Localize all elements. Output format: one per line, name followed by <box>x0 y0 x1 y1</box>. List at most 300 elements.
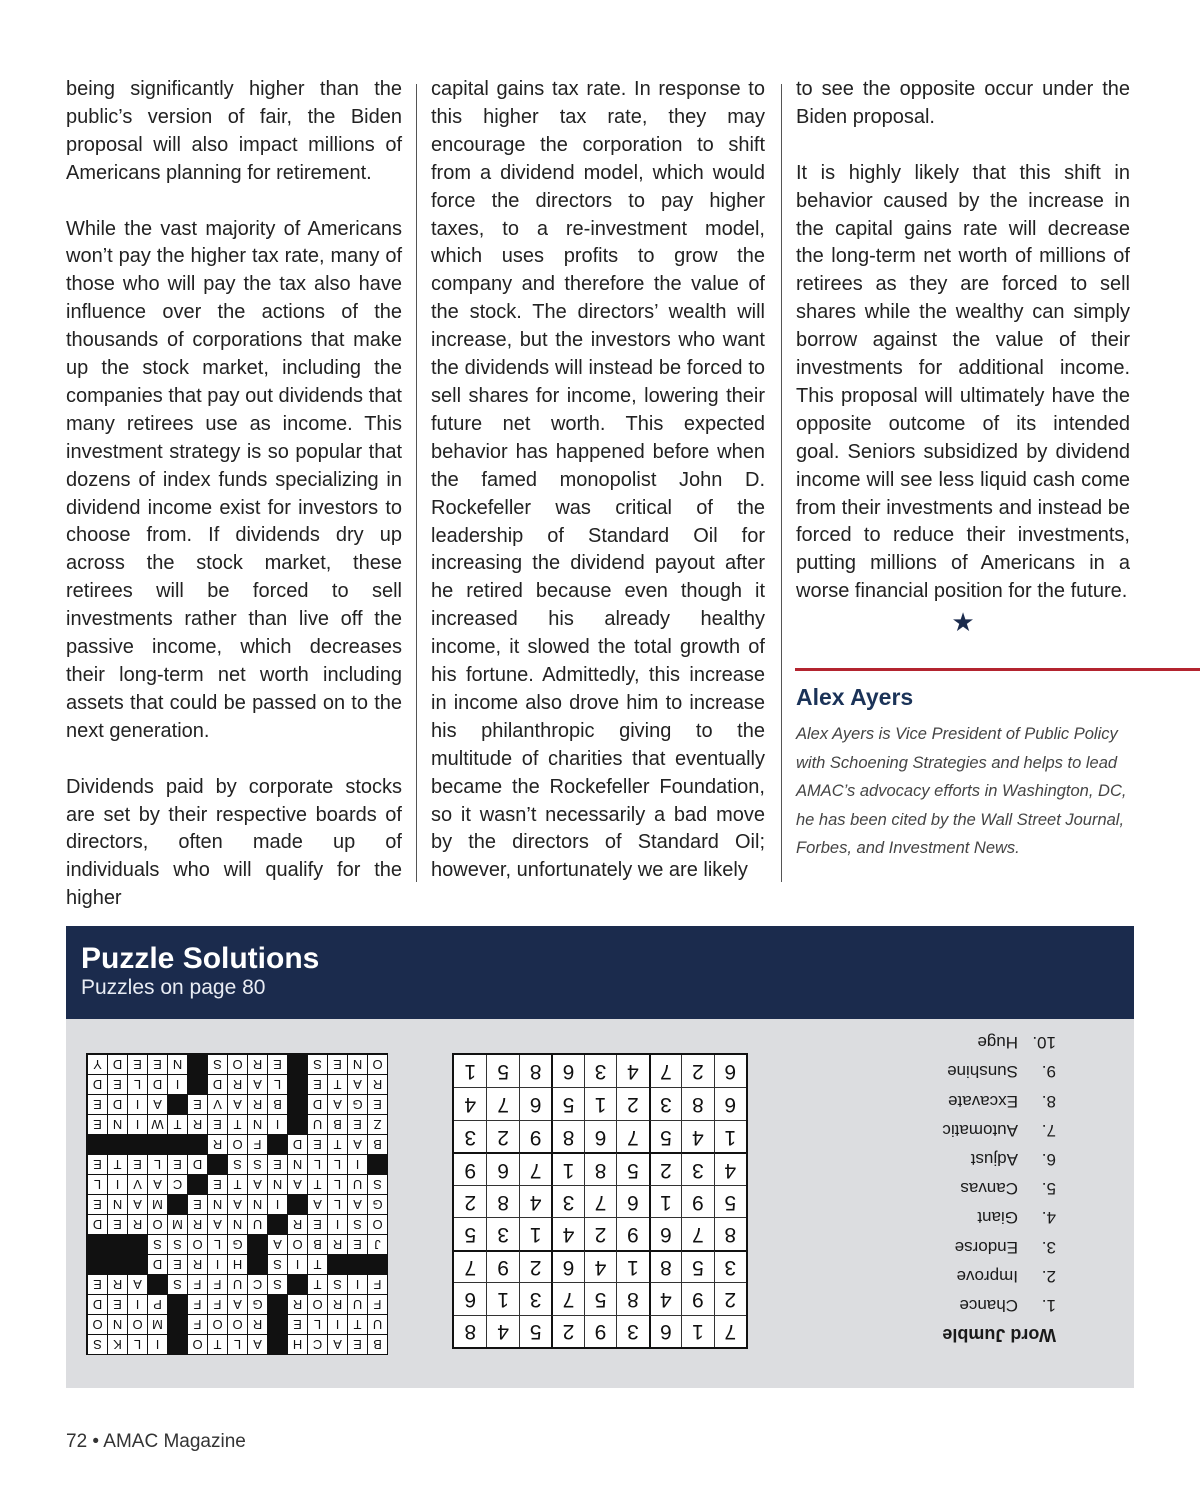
crossword-cell: L <box>227 1334 247 1354</box>
crossword-cell: N <box>107 1194 127 1214</box>
sudoku-cell: 3 <box>584 1055 616 1087</box>
crossword-cell: F <box>247 1134 267 1154</box>
sudoku-cell: 4 <box>649 1282 681 1314</box>
crossword-cell: O <box>227 1134 247 1154</box>
sudoku-cell: 6 <box>454 1282 486 1314</box>
word-jumble-word: Automatic <box>942 1120 1018 1140</box>
crossword-black-cell <box>267 1334 287 1354</box>
crossword-cell: D <box>187 1154 207 1174</box>
crossword-cell: R <box>107 1274 127 1294</box>
sudoku-cell: 4 <box>454 1087 486 1119</box>
crossword-cell: T <box>107 1154 127 1174</box>
crossword-black-cell <box>287 1094 307 1114</box>
page-footer: 72 • AMAC Magazine <box>66 1431 246 1452</box>
crossword-cell: E <box>87 1114 107 1134</box>
sudoku-cell: 3 <box>681 1152 713 1184</box>
crossword-cell: D <box>87 1074 107 1094</box>
sudoku-cell: 2 <box>649 1152 681 1184</box>
crossword-cell: I <box>107 1174 127 1194</box>
crossword-cell: F <box>187 1294 207 1314</box>
sudoku-cell: 4 <box>551 1217 583 1249</box>
word-jumble-word: Adjust <box>970 1149 1018 1169</box>
crossword-cell: N <box>107 1114 127 1134</box>
word-jumble-number: 1. <box>1041 1296 1056 1315</box>
word-jumble-number: 4. <box>1041 1208 1056 1228</box>
sudoku-cell: 8 <box>519 1055 551 1087</box>
sudoku-cell: 8 <box>649 1250 681 1282</box>
crossword-cell: D <box>87 1294 107 1314</box>
sudoku-cell: 1 <box>584 1087 616 1119</box>
crossword-cell: S <box>267 1274 287 1294</box>
crossword-cell: R <box>287 1214 307 1234</box>
crossword-black-cell <box>247 1234 267 1254</box>
crossword-cell: L <box>327 1194 347 1214</box>
crossword-cell: A <box>347 1194 367 1214</box>
crossword-black-cell <box>147 1134 167 1154</box>
crossword-black-cell <box>347 1254 367 1274</box>
crossword-black-cell <box>167 1294 187 1314</box>
crossword-cell: E <box>287 1314 307 1334</box>
puzzle-solutions-panel <box>66 926 1134 1388</box>
crossword-cell: A <box>327 1094 347 1114</box>
crossword-black-cell <box>287 1114 307 1134</box>
sudoku-cell: 7 <box>551 1282 583 1314</box>
crossword-cell: I <box>327 1214 347 1234</box>
sudoku-cell: 4 <box>616 1055 648 1087</box>
sudoku-cell: 3 <box>519 1282 551 1314</box>
crossword-cell: T <box>307 1274 327 1294</box>
word-jumble-word: Canvas <box>960 1179 1018 1199</box>
crossword-black-cell <box>167 1314 187 1334</box>
crossword-cell: E <box>207 1114 227 1134</box>
sudoku-cell: 7 <box>486 1087 518 1119</box>
sudoku-cell: 6 <box>519 1087 551 1119</box>
crossword-cell: E <box>87 1154 107 1174</box>
article-paragraph: It is highly likely that this shift in behavior caused by the increase in the capital gains rate will decrease the long-term net worth of millions of retirees as they are forced to sell shares while the wealthy can simply borrow against the value of their investments for additional income. This proposal will ultimately have the opposite outcome of its intended goal. Seniors subsidized by dividend income will see less liquid cash come from their investments and instead be forced to reduce their investments, putting millions of Americans in a worse financial position for the future. <box>796 161 1130 603</box>
crossword-cell: I <box>347 1274 367 1294</box>
crossword-cell: E <box>327 1054 347 1074</box>
sudoku-cell: 8 <box>584 1152 616 1184</box>
sudoku-cell: 7 <box>519 1152 551 1184</box>
sudoku-cell: 8 <box>681 1087 713 1119</box>
crossword-cell: D <box>87 1214 107 1234</box>
crossword-cell: S <box>267 1254 287 1274</box>
sudoku-cell: 6 <box>551 1250 583 1282</box>
article-column-1 <box>66 76 402 913</box>
crossword-cell: E <box>87 1274 107 1294</box>
crossword-cell: H <box>287 1334 307 1354</box>
sudoku-cell: 9 <box>454 1152 486 1184</box>
crossword-black-cell <box>187 1174 207 1194</box>
sudoku-cell: 3 <box>616 1315 648 1347</box>
crossword-cell: I <box>267 1114 287 1134</box>
sudoku-cell: 4 <box>519 1185 551 1217</box>
crossword-cell: I <box>327 1314 347 1334</box>
sudoku-cell: 2 <box>519 1250 551 1282</box>
crossword-black-cell <box>87 1134 107 1154</box>
crossword-cell: M <box>167 1214 187 1234</box>
author-bio: Alex Ayers is Vice President of Public Policy with Schoening Strategies and helps to lead AMAC’s advocacy efforts in Washington, DC, he has been cited by the Wall Street Journal, Forbes, and Investment News. <box>796 725 1127 857</box>
crossword-black-cell <box>127 1234 147 1254</box>
crossword-cell: B <box>367 1334 387 1354</box>
crossword-black-cell <box>287 1274 307 1294</box>
crossword-cell: U <box>347 1174 367 1194</box>
crossword-cell: B <box>307 1234 327 1254</box>
article-paragraph: While the vast majority of Americans won’t pay the higher tax rate, many of those who will pay the tax also have influence over the actions of the thousands of corporations that make up the stock market, including the companies that pay out dividends that many retirees use as income. This investment strategy is so popular that dozens of index funds specializing in dividend income exist for investors to choose from. If dividends dry up across the stock market, these retirees will be forced to sell investments rather than live off the passive income, which decreases their long-term net worth including assets that could be passed on to the next generation. <box>66 217 402 742</box>
crossword-black-cell <box>207 1154 227 1174</box>
crossword-cell: R <box>227 1074 247 1094</box>
crossword-cell: U <box>227 1274 247 1294</box>
crossword-cell: A <box>247 1334 267 1354</box>
crossword-cell: G <box>227 1234 247 1254</box>
crossword-cell: E <box>347 1234 367 1254</box>
sudoku-cell: 8 <box>486 1185 518 1217</box>
crossword-cell: L <box>327 1154 347 1174</box>
crossword-cell: A <box>347 1134 367 1154</box>
crossword-black-cell <box>287 1074 307 1094</box>
crossword-cell: A <box>227 1294 247 1314</box>
crossword-cell: T <box>347 1314 367 1334</box>
crossword-cell: S <box>227 1154 247 1174</box>
crossword-cell: F <box>207 1294 227 1314</box>
sudoku-cell: 1 <box>464 1060 477 1084</box>
crossword-cell: E <box>307 1134 327 1154</box>
crossword-cell: L <box>327 1174 347 1194</box>
sudoku-cell: 5 <box>616 1152 648 1184</box>
crossword-black-cell <box>127 1254 147 1274</box>
crossword-cell: S <box>167 1234 187 1254</box>
word-jumble-number: 3. <box>1041 1237 1056 1257</box>
crossword-solution <box>86 1053 388 1355</box>
sudoku-cell: 5 <box>714 1185 746 1217</box>
crossword-black-cell <box>187 1074 207 1094</box>
crossword-cell: I <box>347 1154 367 1174</box>
crossword-cell: A <box>227 1194 247 1214</box>
crossword-cell: N <box>167 1054 187 1074</box>
crossword-cell: T <box>327 1074 347 1094</box>
sudoku-cell: 1 <box>616 1250 648 1282</box>
sudoku-cell: 5 <box>519 1315 551 1347</box>
crossword-cell: W <box>147 1114 167 1134</box>
sudoku-cell: 9 <box>681 1185 713 1217</box>
crossword-cell: O <box>287 1234 307 1254</box>
crossword-cell: T <box>227 1174 247 1194</box>
crossword-cell: U <box>347 1294 367 1314</box>
crossword-cell: E <box>167 1254 187 1274</box>
crossword-cell: L <box>307 1154 327 1174</box>
sudoku-cell: 1 <box>551 1152 583 1184</box>
sudoku-cell: 3 <box>454 1120 486 1152</box>
crossword-cell: E <box>207 1174 227 1194</box>
crossword-cell: D <box>287 1134 307 1154</box>
end-star-icon: ★ <box>951 607 975 638</box>
column-divider-1 <box>416 84 417 882</box>
word-jumble-item <box>876 1028 1056 1057</box>
crossword-cell: O <box>227 1054 247 1074</box>
crossword-cell: T <box>307 1174 327 1194</box>
crossword-cell: L <box>307 1314 327 1334</box>
sudoku-cell: 7 <box>681 1217 713 1249</box>
sudoku-cell: 9 <box>519 1120 551 1152</box>
crossword-black-cell <box>367 1154 387 1174</box>
sudoku-cell: 5 <box>486 1055 518 1087</box>
word-jumble-word: Sunshine <box>947 1062 1018 1082</box>
sudoku-cell: 1 <box>681 1315 713 1347</box>
crossword-black-cell <box>247 1254 267 1274</box>
crossword-cell: F <box>367 1274 387 1294</box>
crossword-cell: R <box>327 1234 347 1254</box>
crossword-cell: L <box>207 1234 227 1254</box>
crossword-cell: C <box>307 1334 327 1354</box>
word-jumble-item <box>876 1291 1056 1320</box>
crossword-cell: E <box>367 1094 387 1114</box>
crossword-cell: S <box>87 1334 107 1354</box>
crossword-cell: U <box>247 1214 267 1234</box>
crossword-cell: A <box>267 1234 287 1254</box>
sudoku-cell: 5 <box>681 1250 713 1282</box>
word-jumble-title: Word Jumble <box>942 1325 1056 1345</box>
crossword-cell: S <box>147 1234 167 1254</box>
puzzle-subtitle: Puzzles on page 80 <box>81 976 266 999</box>
crossword-cell: N <box>287 1154 307 1174</box>
crossword-cell: L <box>87 1174 107 1194</box>
sudoku-cell: 7 <box>584 1185 616 1217</box>
crossword-cell: S <box>167 1274 187 1294</box>
crossword-cell: I <box>287 1254 307 1274</box>
crossword-cell: A <box>127 1274 147 1294</box>
crossword-cell: D <box>147 1074 167 1094</box>
crossword-black-cell <box>367 1254 387 1274</box>
crossword-cell: E <box>347 1114 367 1134</box>
crossword-cell: A <box>247 1074 267 1094</box>
crossword-cell: E <box>187 1094 207 1114</box>
crossword-black-cell <box>327 1254 347 1274</box>
crossword-cell: E <box>267 1154 287 1174</box>
sudoku-cell: 2 <box>486 1120 518 1152</box>
sudoku-cell: 6 <box>714 1055 746 1087</box>
sudoku-cell: 6 <box>714 1087 746 1119</box>
crossword-cell: A <box>347 1074 367 1094</box>
word-jumble-word: Endorse <box>954 1237 1018 1257</box>
sudoku-cell: 7 <box>616 1120 648 1152</box>
crossword-cell: R <box>127 1214 147 1234</box>
crossword-cell: M <box>147 1314 167 1334</box>
crossword-cell: I <box>167 1074 187 1094</box>
crossword-cell: E <box>127 1154 147 1174</box>
crossword-cell: J <box>367 1234 387 1254</box>
crossword-cell: E <box>307 1074 327 1094</box>
crossword-cell: R <box>327 1294 347 1314</box>
crossword-cell: G <box>367 1194 387 1214</box>
crossword-black-cell <box>187 1134 207 1154</box>
article-column-3 <box>796 76 1130 636</box>
crossword-cell: O <box>187 1334 207 1354</box>
crossword-cell: A <box>287 1174 307 1194</box>
crossword-black-cell <box>267 1134 287 1154</box>
sudoku-cell: 3 <box>551 1185 583 1217</box>
sudoku-cell: 2 <box>551 1315 583 1347</box>
crossword-cell: O <box>367 1214 387 1234</box>
crossword-cell: S <box>307 1054 327 1074</box>
word-jumble-number: 9. <box>1041 1062 1056 1082</box>
crossword-cell: L <box>267 1074 287 1094</box>
crossword-cell: R <box>367 1074 387 1094</box>
crossword-cell: O <box>207 1314 227 1334</box>
word-jumble-item <box>876 1116 1056 1145</box>
crossword-cell: T <box>207 1334 227 1354</box>
author-divider <box>795 668 1200 671</box>
crossword-cell: A <box>327 1334 347 1354</box>
sudoku-cell: 8 <box>454 1315 486 1347</box>
word-jumble-word: Excavate <box>948 1091 1018 1111</box>
crossword-cell: F <box>187 1274 207 1294</box>
crossword-cell: S <box>347 1214 367 1234</box>
crossword-black-cell <box>107 1254 127 1274</box>
crossword-cell: A <box>147 1174 167 1194</box>
sudoku-cell: 7 <box>714 1315 746 1347</box>
crossword-cell: E <box>107 1214 127 1234</box>
crossword-cell: C <box>167 1174 187 1194</box>
crossword-black-cell <box>127 1134 147 1154</box>
crossword-cell: O <box>227 1314 247 1334</box>
crossword-black-cell <box>267 1314 287 1334</box>
word-jumble-word: Giant <box>977 1208 1018 1228</box>
article-paragraph: being significantly higher than the public’s version of fair, the Biden proposal will also impact millions of Americans planning for retirement. <box>66 78 402 184</box>
crossword-black-cell <box>267 1294 287 1314</box>
crossword-cell: I <box>127 1114 147 1134</box>
crossword-cell: D <box>307 1094 327 1114</box>
sudoku-cell: 1 <box>519 1217 551 1249</box>
crossword-cell: L <box>147 1154 167 1174</box>
sudoku-cell: 4 <box>714 1152 746 1184</box>
sudoku-cell: 7 <box>649 1055 681 1087</box>
crossword-cell: A <box>127 1194 147 1214</box>
sudoku-cell: 8 <box>616 1282 648 1314</box>
sudoku-cell: 6 <box>584 1120 616 1152</box>
article-paragraph: Dividends paid by corporate stocks are set by their respective boards of directors, often made up of individuals who will qualify for the higher <box>66 775 402 910</box>
crossword-cell: E <box>107 1074 127 1094</box>
word-jumble-item <box>876 1086 1056 1115</box>
crossword-cell: A <box>147 1094 167 1114</box>
crossword-cell: T <box>327 1134 347 1154</box>
sudoku-cell: 5 <box>584 1282 616 1314</box>
author-name: Alex Ayers <box>796 684 914 710</box>
crossword-black-cell <box>267 1214 287 1234</box>
crossword-cell: U <box>367 1314 387 1334</box>
word-jumble-solution <box>876 1033 1056 1350</box>
crossword-cell: L <box>127 1074 147 1094</box>
crossword-cell: E <box>147 1054 167 1074</box>
sudoku-cell: 8 <box>551 1120 583 1152</box>
crossword-cell: E <box>87 1194 107 1214</box>
article-paragraph: capital gains tax rate. In response to this higher tax rate, they may encourage the corporation to shift from a dividend model, which would force the directors to pay higher taxes, to a re-investment model, which uses profits to grow the company and therefore the value of the stock. The directors’ wealth will increase, but the investors who want the dividends will instead be forced to sell shares for income, lowering their future net worth. This expected behavior has happened before when the famed monopolist John D. Rockefeller was critical of the leadership of Standard Oil for increasing the dividend payout after he retired because even though it increased his already healthy income, it slowed the total growth of his fortune. Admittedly, this increase in income also drove him to increase his philanthropic giving to the multitude of charities that eventually became the Rockefeller Foundation, so it wasn’t necessarily a bad move by the directors of Standard Oil; however, unfortunately we are likely <box>431 78 765 882</box>
crossword-black-cell <box>107 1234 127 1254</box>
crossword-cell: I <box>267 1194 287 1214</box>
sudoku-cell: 6 <box>486 1152 518 1184</box>
crossword-cell: A <box>227 1094 247 1114</box>
crossword-cell: C <box>247 1274 267 1294</box>
word-jumble-word: Chance <box>959 1296 1018 1315</box>
crossword-cell: N <box>207 1194 227 1214</box>
puzzle-header <box>66 926 1134 1019</box>
sudoku-solution <box>452 1053 748 1349</box>
crossword-cell: D <box>207 1074 227 1094</box>
word-jumble-number: 2. <box>1041 1266 1056 1286</box>
crossword-cell: O <box>147 1214 167 1234</box>
crossword-cell: V <box>207 1094 227 1114</box>
crossword-cell: F <box>207 1274 227 1294</box>
crossword-cell: D <box>107 1094 127 1114</box>
crossword-cell: K <box>107 1334 127 1354</box>
sudoku-cell: 9 <box>584 1315 616 1347</box>
crossword-black-cell <box>87 1234 107 1254</box>
crossword-cell: E <box>167 1154 187 1174</box>
crossword-cell: O <box>307 1294 327 1314</box>
sudoku-cell: 2 <box>616 1087 648 1119</box>
crossword-cell: D <box>107 1054 127 1074</box>
crossword-cell: N <box>247 1194 267 1214</box>
sudoku-cell: 5 <box>454 1217 486 1249</box>
sudoku-cell: 9 <box>616 1217 648 1249</box>
sudoku-cell: 6 <box>616 1185 648 1217</box>
sudoku-cell: 8 <box>714 1217 746 1249</box>
crossword-cell: I <box>127 1094 147 1114</box>
crossword-cell: R <box>247 1094 267 1114</box>
crossword-cell: R <box>247 1054 267 1074</box>
crossword-black-cell <box>107 1134 127 1154</box>
sudoku-cell: 6 <box>551 1055 583 1087</box>
sudoku-cell: 3 <box>714 1250 746 1282</box>
sudoku-cell: 5 <box>649 1120 681 1152</box>
crossword-cell: A <box>307 1194 327 1214</box>
crossword-cell: I <box>147 1334 167 1354</box>
crossword-cell: G <box>247 1294 267 1314</box>
crossword-black-cell <box>287 1194 307 1214</box>
word-jumble-word: Improve <box>956 1266 1018 1286</box>
crossword-cell: V <box>127 1174 147 1194</box>
word-jumble-item <box>876 1232 1056 1261</box>
crossword-black-cell <box>167 1134 187 1154</box>
crossword-cell: T <box>227 1114 247 1134</box>
crossword-cell: R <box>187 1254 207 1274</box>
sudoku-cell: 2 <box>584 1217 616 1249</box>
article-column-2 <box>431 76 765 885</box>
crossword-cell: R <box>187 1114 207 1134</box>
word-jumble-item <box>876 1057 1056 1086</box>
crossword-cell: N <box>107 1314 127 1334</box>
sudoku-cell: 2 <box>454 1185 486 1217</box>
crossword-cell: O <box>127 1314 147 1334</box>
sudoku-cell: 6 <box>649 1315 681 1347</box>
crossword-cell: R <box>207 1134 227 1154</box>
crossword-cell: I <box>127 1294 147 1314</box>
crossword-cell: S <box>367 1174 387 1194</box>
crossword-cell: G <box>347 1094 367 1114</box>
crossword-cell: R <box>287 1294 307 1314</box>
puzzle-title: Puzzle Solutions <box>81 942 320 975</box>
crossword-cell: B <box>327 1114 347 1134</box>
crossword-cell: A <box>207 1214 227 1234</box>
crossword-cell: M <box>147 1194 167 1214</box>
sudoku-cell: 5 <box>551 1087 583 1119</box>
crossword-black-cell <box>167 1194 187 1214</box>
word-jumble-item <box>876 1262 1056 1291</box>
crossword-cell: A <box>247 1174 267 1194</box>
crossword-black-cell <box>187 1054 207 1074</box>
word-jumble-number: 6. <box>1041 1149 1056 1169</box>
word-jumble-number: 7. <box>1041 1120 1056 1140</box>
sudoku-cell: 4 <box>584 1250 616 1282</box>
